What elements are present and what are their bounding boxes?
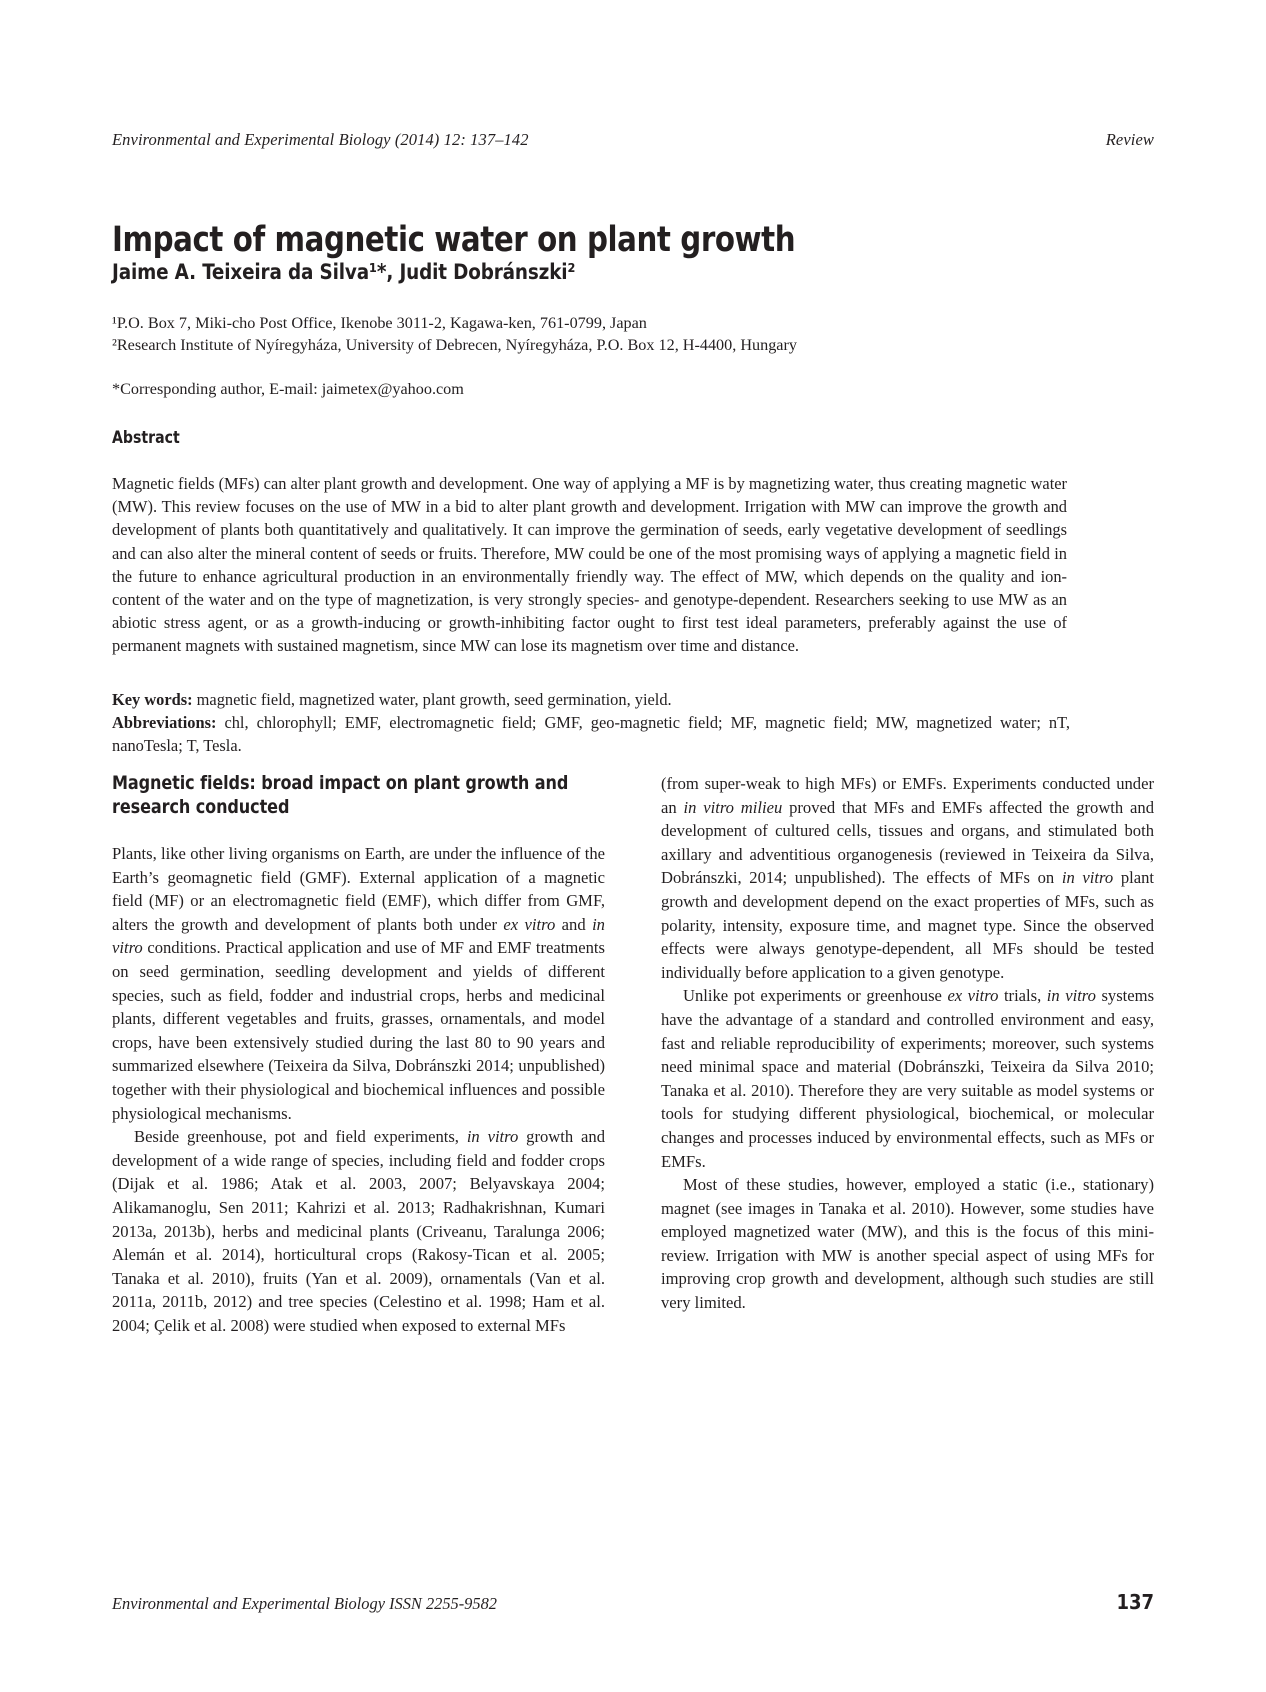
abstract-heading: Abstract: [112, 428, 180, 447]
paragraph: [112, 842, 605, 1125]
text-run: Unlike pot experiments or greenhouse: [683, 986, 948, 1006]
text-run: growth and development of a wide range of species, including field and fodder crops (Dijak et al. 1986; Atak et al. 2003, 2007; Belyavskaya 2004; Alikamanoglu, Sen 2011; Kahrizi et al. 2013; Radhakrishnan, Kumari 2013a, 2013b), herbs and medicinal plants (Criveanu, Taralunga 2006; Alemán et al. 2014), horticultural crops (Rakosy-Tican et al. 2005; Tanaka et al. 2010), fruits (Yan et al. 2009), ornamentals (Van et al. 2011a, 2011b, 2012) and tree species (Celestino et al. 1998; Ham et al. 2004; Çelik et al. 2008) were studied when exposed to external MFs: [112, 1127, 605, 1335]
text-run: conditions. Practical application and use of MF and EMF treatments on seed germination, seedling development and yields of different species, such as field, fodder and industrial crops, herbs and medicinal plants, different vegetables and fruits, grasses, ornamentals, and model crops, have been extensively studied during the last 80 to 90 years and summarized elsewhere (Teixeira da Silva, Dobránszki 2014; unpublished) together with their physiological and biochemical influences and possible physiological mechanisms.: [112, 938, 605, 1123]
text-run: and: [555, 914, 593, 934]
left-column: [112, 772, 605, 1432]
emphasis-run: in vitro: [1046, 986, 1096, 1006]
page-number: 137: [1116, 1590, 1154, 1614]
text-run: proved that MFs and EMFs affected the growth and development of cultured cells, tissues and organs, and stimulated both axillary and adventitious organogenesis (reviewed in Teixeira da Silva, Dobránszki, 2014; unpublished). The effects of MFs on: [661, 797, 1155, 888]
author-list: [112, 260, 967, 285]
abstract-text: Magnetic fields (MFs) can alter plant growth and development. One way of applying a MF is by magnetizing water, thus creating magnetic water (MW). This review focuses on the use of MW in a bid to alter plant growth and development. Irrigation with MW can improve the growth and development of plants both quantitatively and qualitatively. It can improve the germination of seeds, early vegetative development of seedlings and can also alter the mineral content of seeds or fruits. Therefore, MW could be one of the most promising ways of applying a magnetic field in the future to enhance agricultural production in an environmentally friendly way. The effect of MW, which depends on the quality and ion-content of the water and on the type of magnetization, is very strongly species- and genotype-dependent. Researchers seeking to use MW as an abiotic stress agent, or as a growth-inducing or growth-inhibiting factor ought to first test ideal parameters, preferably against the use of permanent magnets with sustained magnetism, since MW can lose its magnetism over time and distance.: [112, 474, 1067, 656]
abbreviations-line: [112, 711, 1070, 757]
article-type-label: Review: [1105, 130, 1154, 149]
body-columns: [112, 772, 1154, 1432]
authors-text: Jaime A. Teixeira da Silva¹*, Judit Dobránszki²: [112, 260, 576, 285]
footer-issn: Environmental and Experimental Biology ISSN 2255-9582: [112, 1594, 497, 1613]
text-run: (from super-weak to high MFs) or EMFs. Experiments conducted under an: [661, 774, 1154, 817]
paragraph: [661, 772, 1154, 984]
emphasis-run: in vitro: [112, 914, 605, 958]
affiliation-2: ²Research Institute of Nyíregyháza, University of Debrecen, Nyíregyháza, P.O. Box 12, H-4400, Hungary: [112, 335, 797, 354]
running-head: [112, 130, 1154, 150]
emphasis-run: ex vitro: [947, 986, 999, 1006]
keywords-label: Key words:: [112, 690, 193, 709]
page-content: [112, 0, 1154, 1692]
page-title: Impact of magnetic water on plant growth: [112, 220, 796, 261]
text-run: Beside greenhouse, pot and field experiments,: [134, 1127, 467, 1147]
abbreviations-value: chl, chlorophyll; EMF, electromagnetic field; GMF, geo-magnetic field; MF, magnetic field; MW, magnetized water; nT, nanoTesla; T, Tesla.: [112, 713, 1070, 755]
corresponding-author: *Corresponding author, E-mail: jaimetex@yahoo.com: [112, 380, 464, 398]
abbreviations-label: Abbreviations:: [112, 713, 217, 732]
paragraph: Most of these studies, however, employed a static (i.e., stationary) magnet (see images in Tanaka et al. 2010). However, some studies have employed magnetized water (MW), and this is the focus of this mini-review. Irrigation with MW is another special aspect of using MFs for improving crop growth and development, although such studies are still very limited.: [661, 1175, 1154, 1313]
emphasis-run: in vitro: [466, 1127, 519, 1147]
affiliation-1: ¹P.O. Box 7, Miki-cho Post Office, Ikenobe 3011-2, Kagawa-ken, 761-0799, Japan: [112, 314, 647, 332]
keywords-value: magnetic field, magnetized water, plant growth, seed germination, yield.: [192, 690, 672, 709]
journal-citation: Environmental and Experimental Biology (2014) 12: 137–142: [112, 130, 529, 149]
keywords-line: [112, 688, 1070, 711]
text-run: trials,: [998, 986, 1047, 1006]
keywords-abbreviations-block: [112, 688, 1070, 757]
paragraph: [112, 1125, 605, 1337]
text-run: plant growth and development depend on the exact properties of MFs, such as polarity, intensity, exposure time, and magnet type. Since the observed effects were always genotype-dependent, all MFs should be tested individually before application to a given genotype.: [661, 868, 1155, 982]
affiliation-block: [112, 313, 1112, 356]
section-heading: Magnetic fields: broad impact on plant growth and research conducted: [112, 773, 569, 818]
right-column: [661, 772, 1154, 1432]
emphasis-run: in vitro milieu: [683, 797, 783, 817]
paragraph: [661, 984, 1154, 1173]
text-run: systems have the advantage of a standard and controlled environment and easy, fast and reliable reproducibility of experiments; moreover, such systems need minimal space and material (Dobránszki, Teixeira da Silva 2010; Tanaka et al. 2010). Therefore they are very suitable as model systems or tools for studying different physiological, biochemical, or molecular changes and processes induced by environmental effects, such as MFs or EMFs.: [661, 986, 1155, 1171]
page-footer: [112, 1590, 1154, 1614]
emphasis-run: in vitro: [1061, 868, 1114, 888]
text-run: Plants, like other living organisms on Earth, are under the influence of the Earth’s geomagnetic field (GMF). External application of a magnetic field (MF) or an electromagnetic field (EMF), which differ from GMF, alters the growth and development of plants both under: [112, 844, 605, 934]
emphasis-run: ex vitro: [503, 914, 556, 934]
